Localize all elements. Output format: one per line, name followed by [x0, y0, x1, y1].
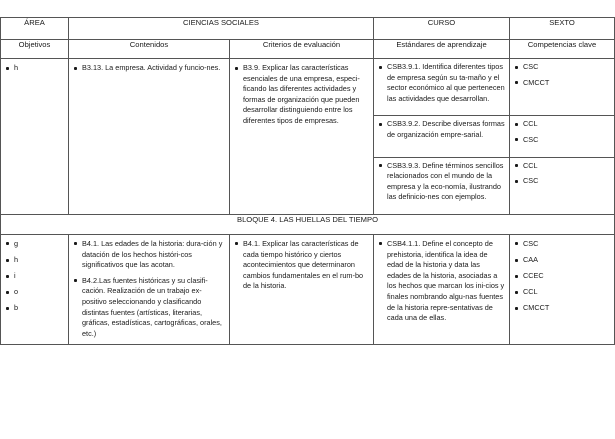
competences-list: [510, 116, 614, 156]
standard-cell: [374, 157, 510, 214]
competence-item: CAA: [523, 255, 610, 266]
table-row: [1, 59, 615, 116]
competence-item: CSC: [523, 239, 610, 250]
block3-criteria-cell: [230, 59, 374, 215]
contents-list: [69, 59, 229, 74]
block4-competences-cell: [510, 234, 615, 344]
competence-item: CSC: [523, 176, 610, 187]
column-header-row: [1, 40, 615, 59]
criterion-item: B3.9. Explicar las características esenciales de una empresa, especi-ficando las diferentes actividades y formas de organización que pueden desarrollar distinguiendo entre los diferentes tipos de empresas.: [243, 63, 369, 127]
standards-list: [374, 59, 509, 115]
col-criteria: Criterios de evaluación: [230, 40, 374, 59]
standard-cell: [374, 59, 510, 116]
col-standards: Estándares de aprendizaje: [374, 40, 510, 59]
block-title-row: [1, 214, 615, 234]
competence-item: CSC: [523, 135, 610, 146]
objectives-list: [1, 235, 68, 314]
table-row: [1, 234, 615, 344]
objective-item: o: [14, 287, 64, 298]
competence-item: CCEC: [523, 271, 610, 282]
block3-contents-cell: [69, 59, 230, 215]
competence-item: CMCCT: [523, 303, 610, 314]
content-item: B4.2.Las fuentes históricas y su clasifi-cación. Realización de un trabajo ex-positivo seleccionando y clasificando distintas fuentes (artísticas, literarias, gráficas, estadísticas, cartográficas, orales, etc.): [82, 276, 225, 340]
curriculum-table: [0, 17, 615, 345]
col-contents: Contenidos: [69, 40, 230, 59]
area-label: ÁREA: [1, 18, 69, 40]
standards-list: [374, 158, 509, 214]
block3-objectives-cell: [1, 59, 69, 215]
block4-criteria-cell: [230, 234, 374, 344]
subject-name: CIENCIAS SOCIALES: [69, 18, 374, 40]
objective-item: h: [14, 255, 64, 266]
competence-cell: [510, 116, 615, 157]
col-competences: Competencias clave: [510, 40, 615, 59]
competence-cell: [510, 157, 615, 214]
course-value: SEXTO: [510, 18, 615, 40]
content-item: B3.13. La empresa. Actividad y funcio-nes.: [82, 63, 225, 74]
competences-list: [510, 235, 614, 314]
standard-cell: [374, 116, 510, 157]
competence-item: CCL: [523, 161, 610, 172]
criteria-list: [230, 235, 373, 292]
standard-item: CSB3.9.3. Define términos sencillos relacionados con el mundo de la empresa y la eco-nomía, ilustrando las definicio-nes con ejemplos.: [387, 160, 504, 202]
competence-item: CMCCT: [523, 78, 610, 89]
block4-standards-cell: [374, 234, 510, 344]
competence-cell: [510, 59, 615, 116]
competence-item: CSC: [523, 62, 610, 73]
competences-list: [510, 59, 614, 99]
header-row: [1, 18, 615, 40]
block4-title: BLOQUE 4. LAS HUELLAS DEL TIEMPO: [1, 214, 615, 234]
objective-item: b: [14, 303, 64, 314]
standard-item: CSB4.1.1. Define el concepto de prehistoria, identifica la idea de edad de la historia y data las edades de la historia, asociadas a los hechos que marcan los ini-cios y finales nombrando algu-nas fuentes de la historia repre-sentativas de cada una de ellas.: [387, 238, 505, 323]
objective-item: h: [14, 63, 64, 74]
contents-list: [69, 235, 229, 339]
standards-list: [374, 116, 509, 151]
course-label: CURSO: [374, 18, 510, 40]
block4-contents-cell: [69, 234, 230, 344]
competence-item: CCL: [523, 119, 610, 130]
standards-list: [374, 235, 509, 324]
objective-item: i: [14, 271, 64, 282]
criterion-item: B4.1. Explicar las características de cada tiempo histórico y ciertos acontecimientos que determinaron cambios fundamentales en el rum-bo de la historia.: [243, 239, 369, 292]
competence-item: CCL: [523, 287, 610, 298]
content-item: B4.1. Las edades de la historia: dura-ción y datación de los hechos históri-cos significativos que las acotan.: [82, 239, 225, 271]
col-objectives: Objetivos: [1, 40, 69, 59]
criteria-list: [230, 59, 373, 127]
competences-list: [510, 158, 614, 198]
standard-item: CSB3.9.2. Describe diversas formas de organización empre-sarial.: [387, 119, 505, 139]
objectives-list: [1, 59, 68, 74]
block4-objectives-cell: [1, 234, 69, 344]
standard-item: CSB3.9.1. Identifica diferentes tipos de empresa según su ta-maño y el sector económico al que pertenecen las actividades que desarrollan.: [387, 62, 505, 103]
objective-item: g: [14, 239, 64, 250]
